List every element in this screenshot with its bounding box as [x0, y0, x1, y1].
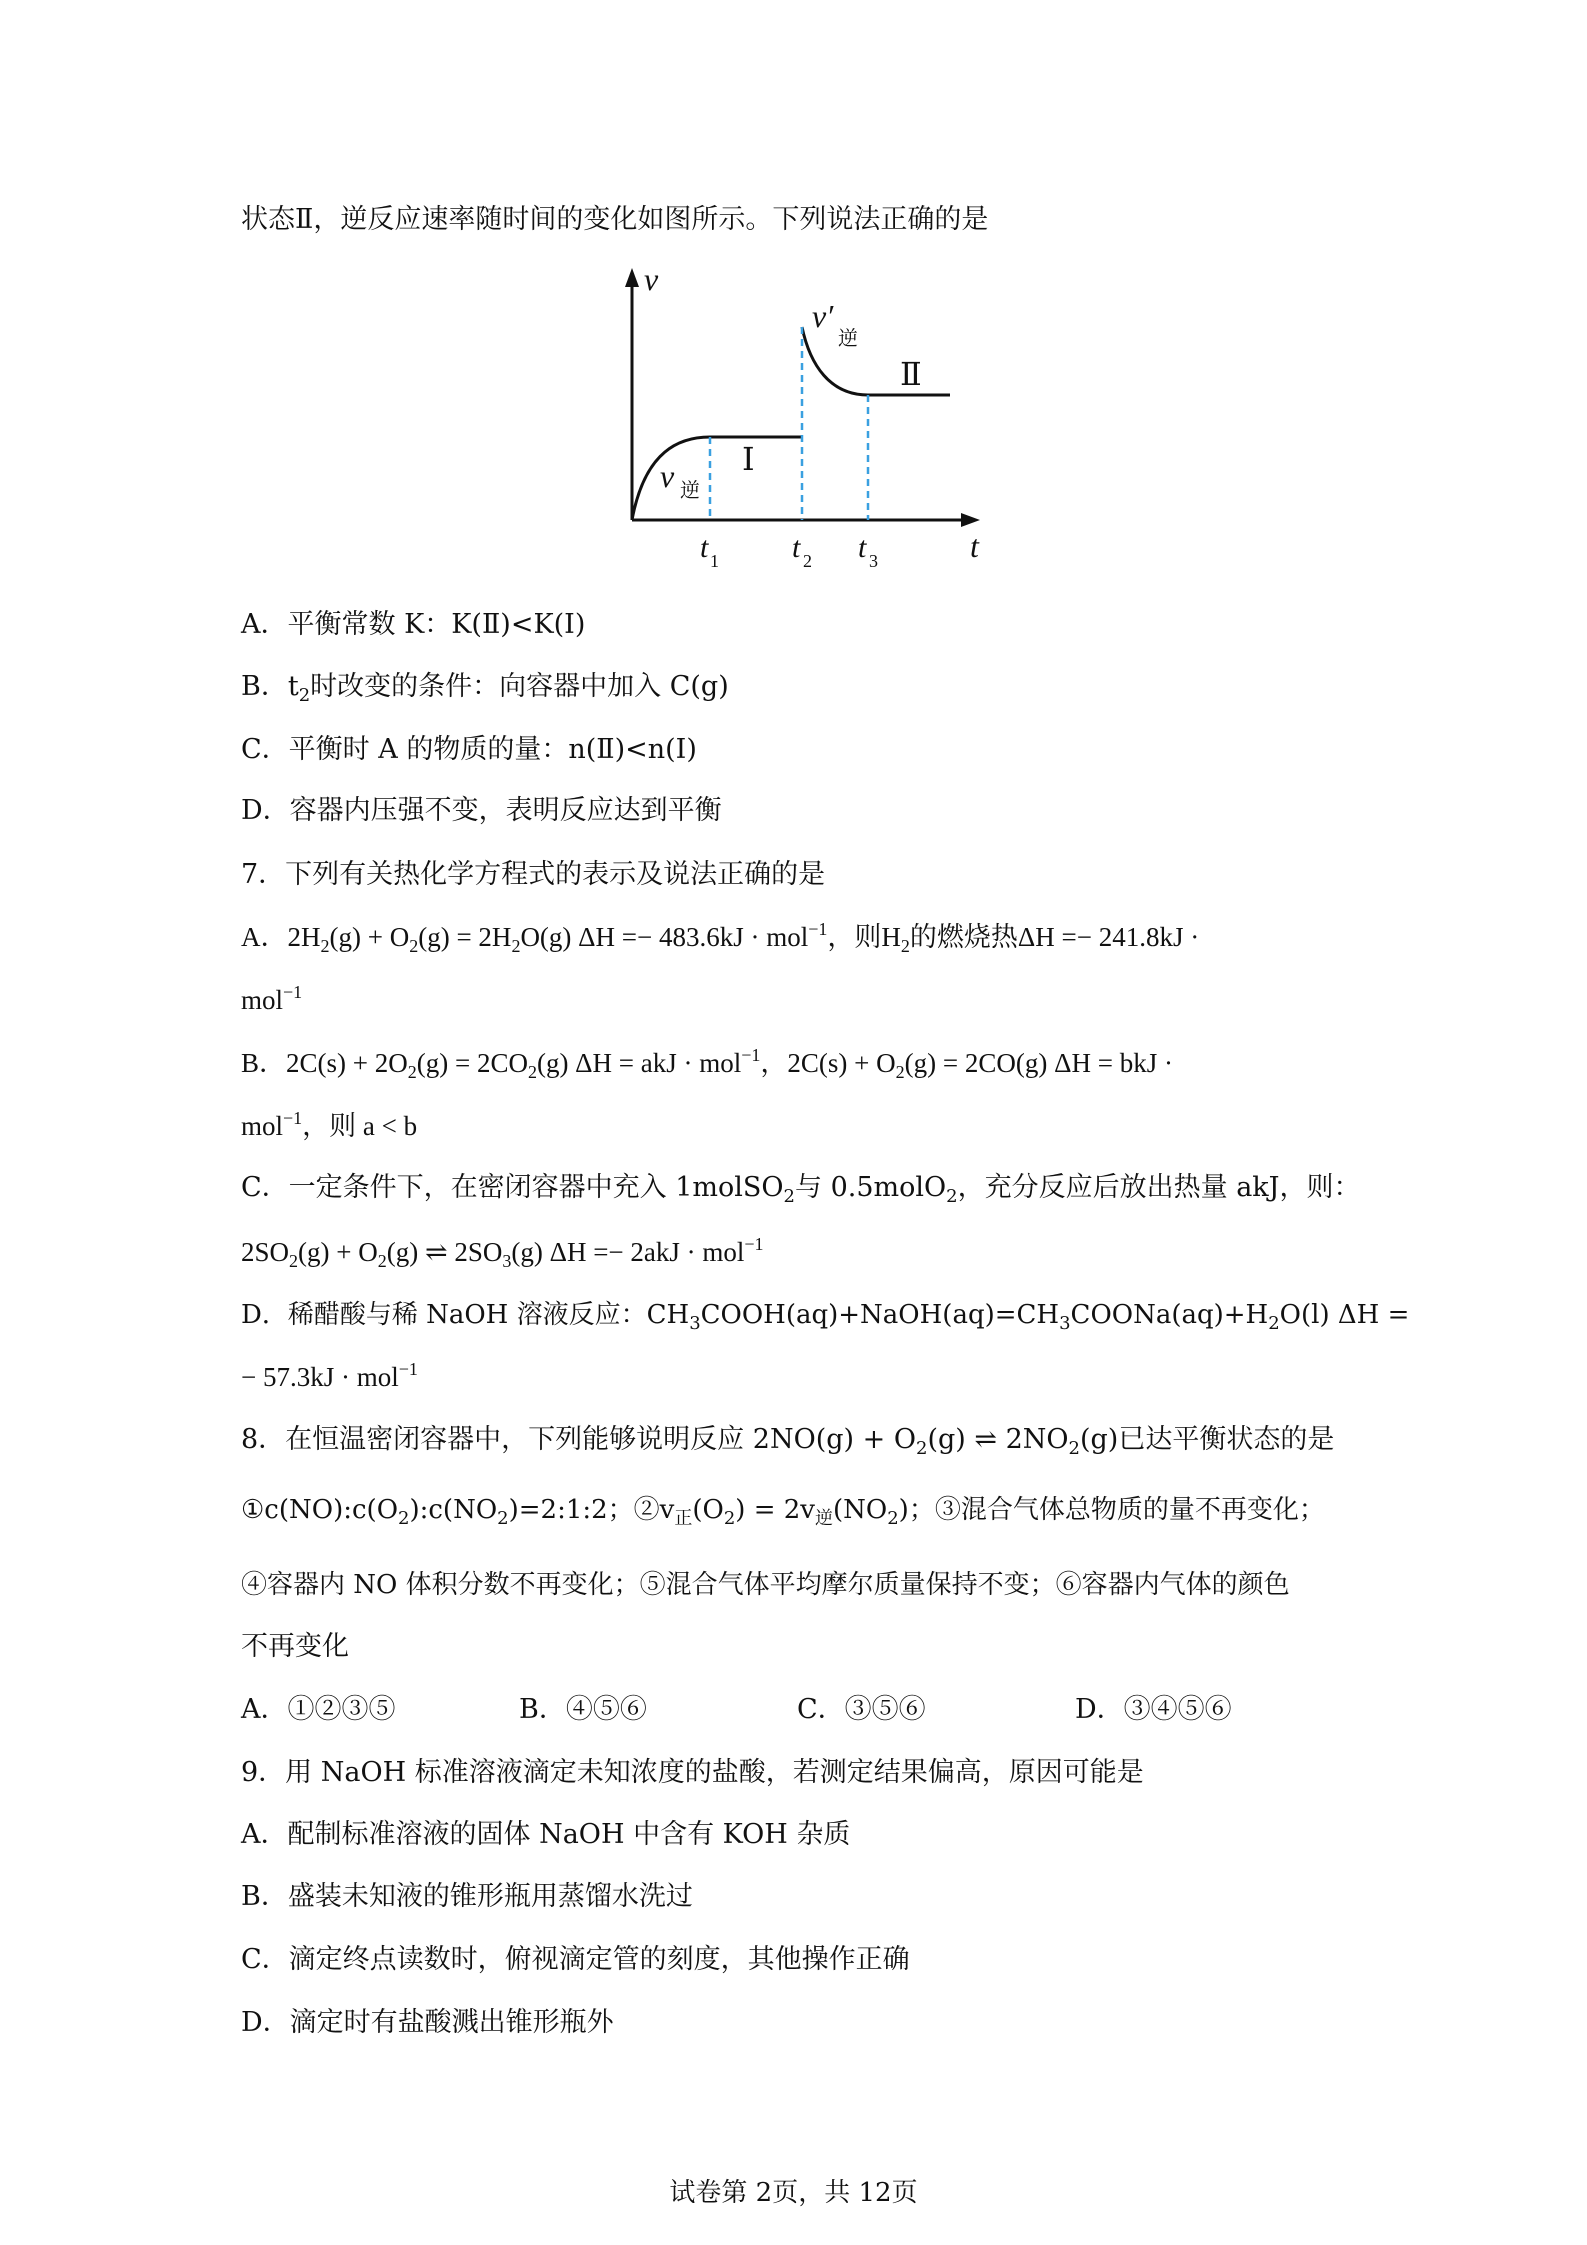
q7-option-d-line1: D．稀醋酸与稀 NaOH 溶液反应：$CH_3COOH(aq)+NaOH(aq)=CH_3COONa(aq)+H_2O(l) \Delta H$ = [241, 1300, 1410, 1334]
page-footer: 试卷第 2页，共 12页 [669, 2178, 918, 2208]
reverse-rate-curve-state-2 [802, 327, 950, 395]
y-axis-arrow-icon [625, 268, 639, 287]
q8-option-c: C．③⑤⑥ [797, 1694, 926, 1725]
q9-option-a: A．配制标准溶液的固体 NaOH 中含有 KOH 杂质 [241, 1819, 851, 1850]
q8-conditions-line2: ④容器内 NO 体积分数不再变化；⑤混合气体平均摩尔质量保持不变；⑥容器内气体的颜色 [241, 1570, 1290, 1600]
state-2-label: Ⅱ [900, 356, 922, 392]
q6-option-c: C．平衡时 A 的物质的量：n(Ⅱ)<n(Ⅰ) [241, 734, 697, 765]
state-1-label: Ⅰ [742, 441, 755, 477]
q8-option-b: B．④⑤⑥ [519, 1694, 647, 1725]
reverse-rate-curve-state-1 [632, 437, 802, 520]
q8-option-a: A．①②③⑤ [241, 1694, 396, 1725]
q6-option-d: D．容器内压强不变，表明反应达到平衡 [241, 795, 722, 826]
t1-label-sub: 1 [710, 551, 719, 571]
q9-option-d: D．滴定时有盐酸溅出锥形瓶外 [241, 2007, 614, 2038]
q8-option-d: D．③④⑤⑥ [1075, 1694, 1232, 1725]
q7-option-d-line2: − 57.3kJ · mol$^{-1}$ [241, 1359, 418, 1392]
q6-option-a: A．平衡常数 K：K(Ⅱ)<K(Ⅰ) [241, 609, 586, 640]
x-axis-arrow-icon [961, 513, 980, 527]
t2-label: t [792, 531, 801, 564]
curve-label-v-reverse: v [660, 458, 675, 494]
velocity-time-graph [600, 265, 990, 585]
t1-label: t [700, 531, 709, 564]
q7-stem: 7．下列有关热化学方程式的表示及说法正确的是 [241, 859, 826, 890]
q7-option-b-line2: mol$^{-1}$，则 a < b [241, 1108, 418, 1141]
curve-label-v-prime-reverse-sub: 逆 [838, 328, 858, 350]
q9-stem: 9．用 NaOH 标准溶液滴定未知浓度的盐酸，若测定结果偏高，原因可能是 [241, 1757, 1144, 1788]
q7-option-b-line1: B．$2C(s) + 2O_2(g) = 2CO_2(g) \Delta H$ = akJ · mol$^{-1}$，$2C(s) + O_2(g) = 2CO(g) \Delta H$ = bkJ · [241, 1045, 1173, 1082]
q6-option-b: B．$t_2$时改变的条件：向容器中加入 C(g) [241, 671, 729, 706]
q8-conditions-line1: $①c(NO):c(O_2):c(NO_2)=2:1:2$；$②v_正(O_2) = 2v_逆(NO_2)$；③混合气体总物质的量不再变化； [241, 1495, 1325, 1529]
y-axis-label: v [644, 265, 659, 297]
q8-conditions-line3: 不再变化 [241, 1631, 349, 1662]
q7-option-a-line1: A．$2H_2(g) + O_2(g) = 2H_2O(g) \Delta H =- 483.6kJ \cdot mol^{-1}$，则$H_2$的燃烧热ΔH =− 241.8kJ · [241, 919, 1200, 956]
q7-option-a-line2: mol$^{-1}$ [241, 982, 303, 1015]
q8-stem: 8．在恒温密闭容器中，下列能够说明反应 $2NO(g) + O_2(g)$ ⇌ $2NO_2(g)$已达平衡状态的是 [241, 1424, 1335, 1459]
t2-label-sub: 2 [803, 551, 812, 571]
t3-label-sub: 3 [869, 551, 878, 571]
question-6-intro: 状态Ⅱ，逆反应速率随时间的变化如图所示。下列说法正确的是 [241, 204, 989, 235]
q7-option-c-line2: $2SO_2(g) + O_2(g)$ ⇌ $2SO_3(g) \Delta H =- 2akJ \cdot mol^{-1}$ [241, 1234, 764, 1271]
t3-label: t [858, 531, 867, 564]
q9-option-c: C．滴定终点读数时，俯视滴定管的刻度，其他操作正确 [241, 1944, 910, 1975]
x-axis-label: t [970, 528, 979, 564]
q9-option-b: B．盛装未知液的锥形瓶用蒸馏水洗过 [241, 1881, 693, 1912]
q7-option-c-line1: C．一定条件下，在密闭容器中充入 1molSO$_2$与 0.5molO$_2$，充分反应后放出热量 akJ，则： [241, 1172, 1361, 1207]
curve-label-v-reverse-sub: 逆 [680, 480, 700, 502]
curve-label-v-prime-reverse: v′ [812, 298, 834, 334]
